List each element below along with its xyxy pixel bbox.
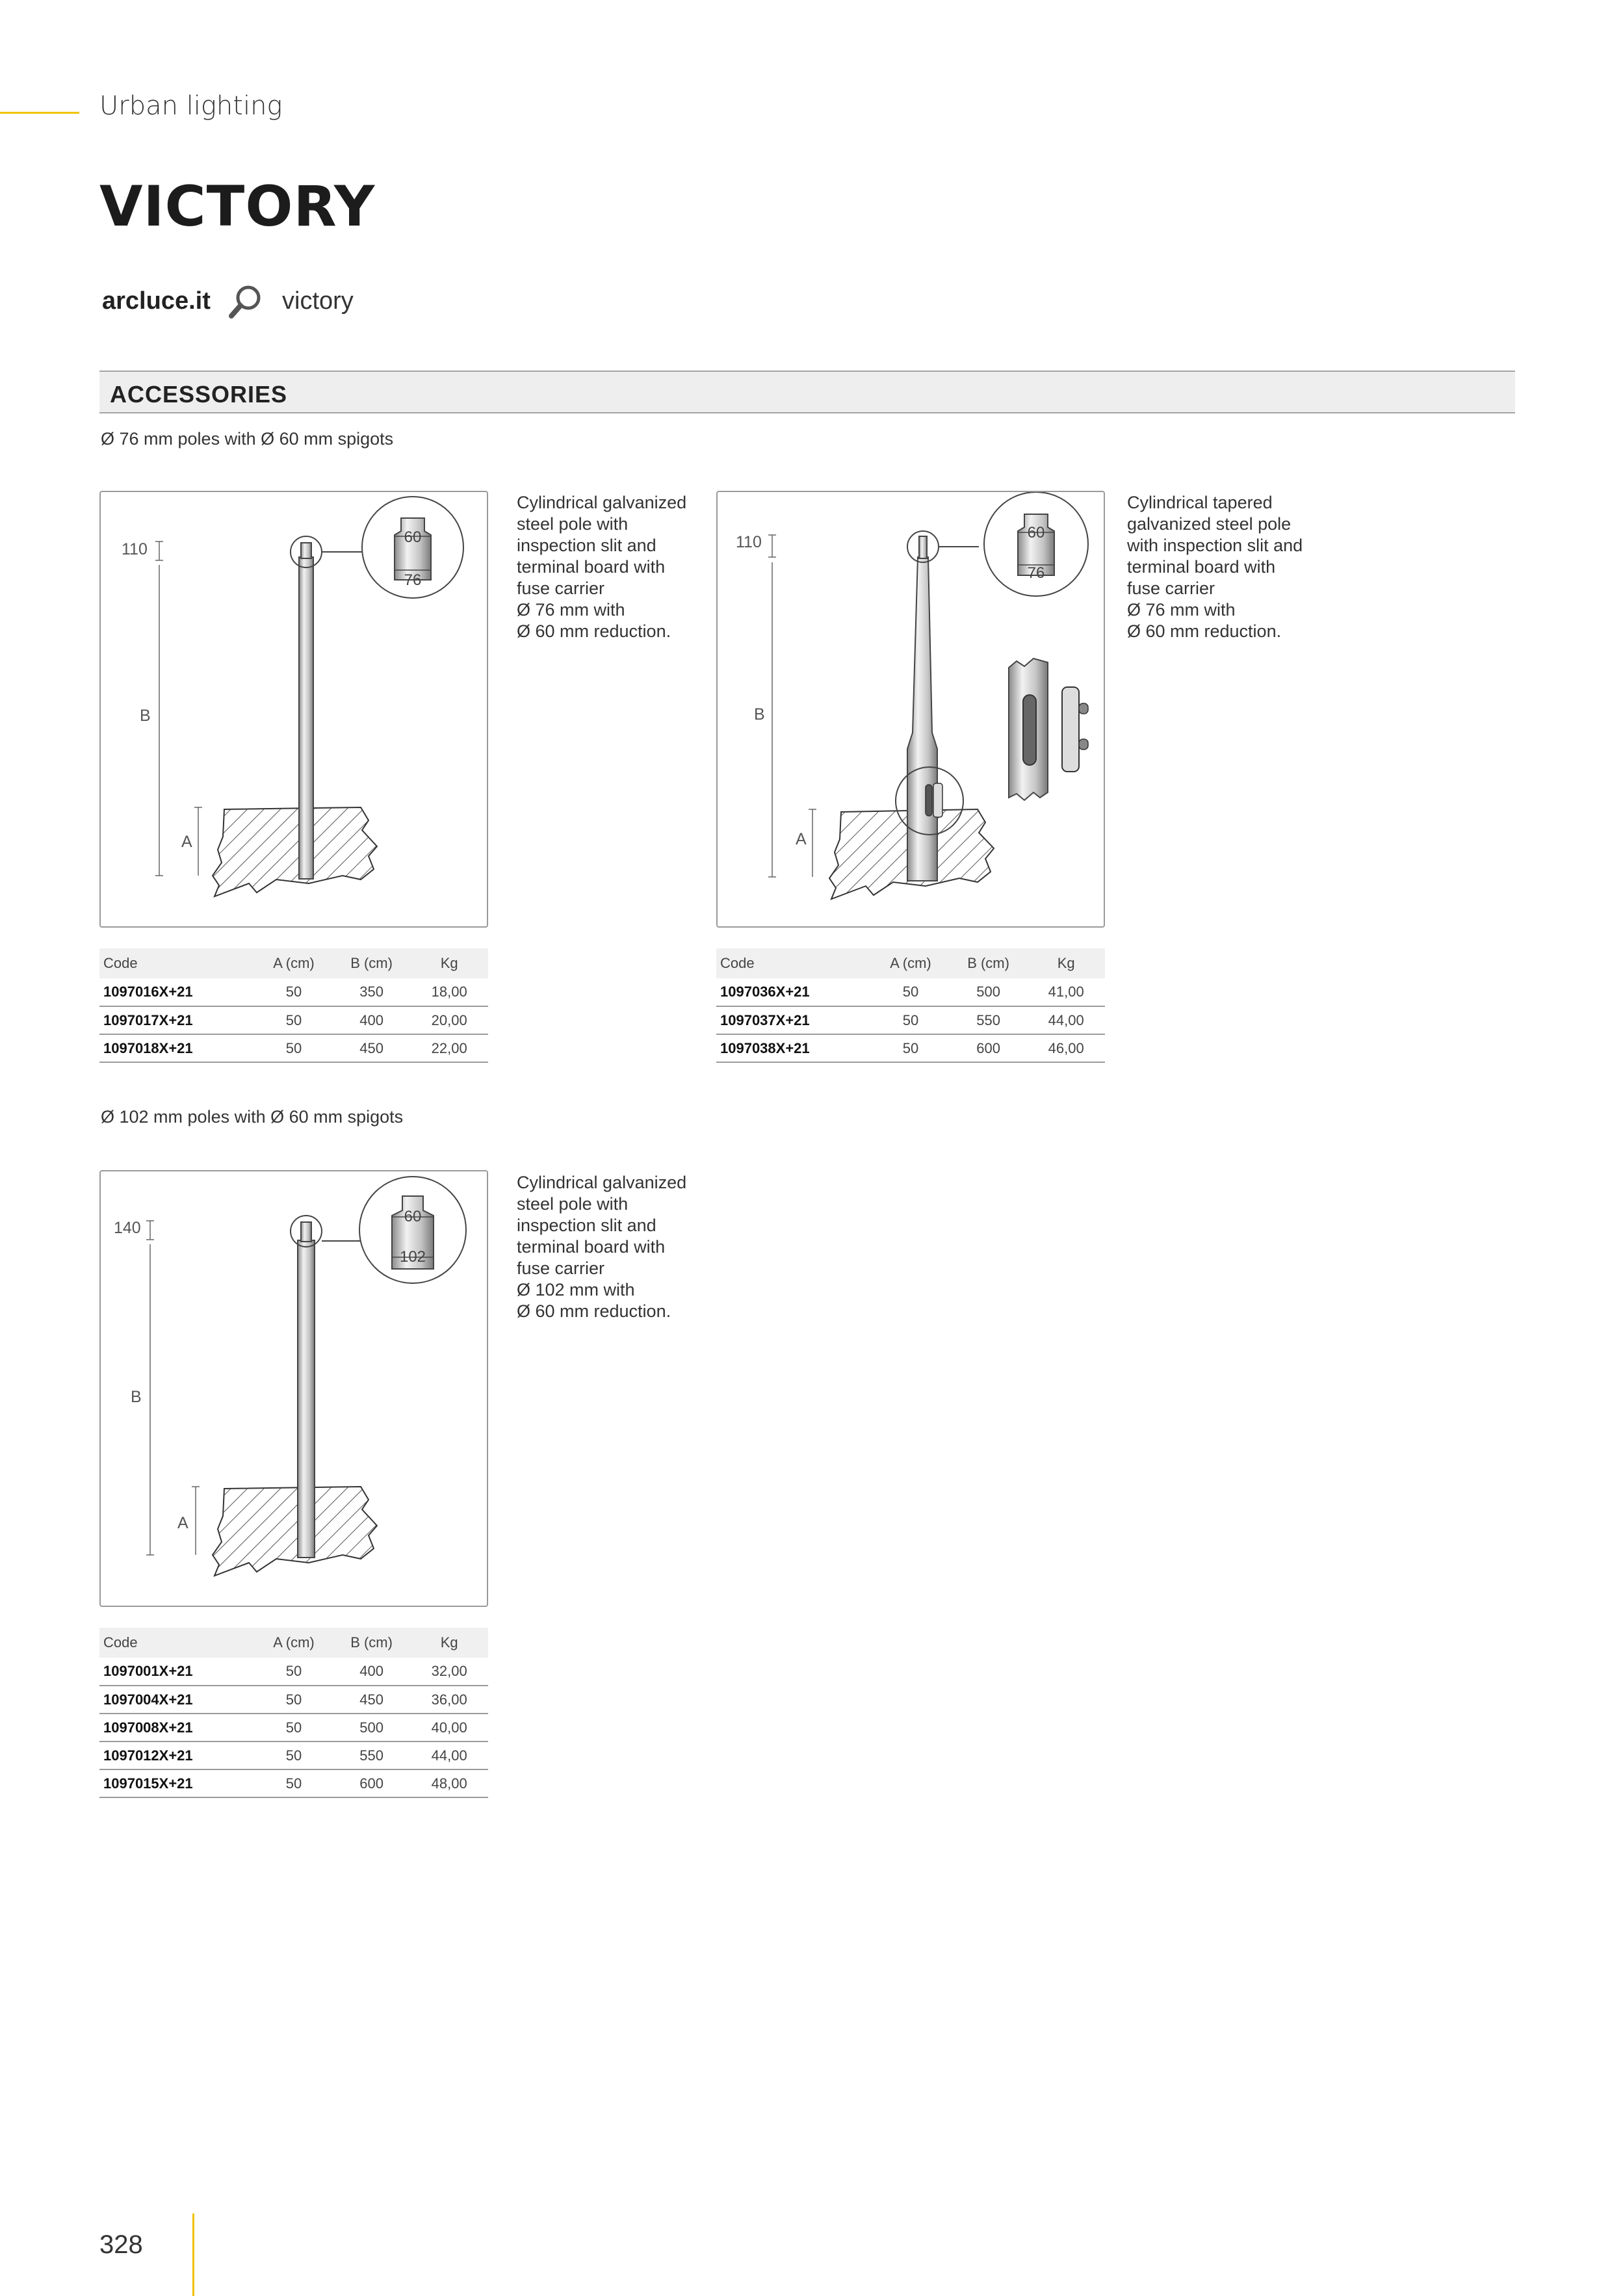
table-row	[99, 978, 488, 1006]
description-line: inspection slit and	[517, 536, 656, 555]
cell-a: 50	[255, 1742, 333, 1769]
page-title: VICTORY	[99, 174, 376, 239]
header-code: Code	[99, 948, 255, 978]
search-icon	[227, 283, 264, 320]
header-b: B (cm)	[333, 1628, 411, 1658]
cell-kg: 46,00	[1027, 1034, 1105, 1062]
cell-b: 550	[333, 1742, 411, 1769]
dimension-a-label: A	[177, 1514, 188, 1532]
product-diagram-cylindrical-76	[99, 491, 488, 928]
table-row	[99, 1769, 488, 1797]
page-number: 328	[99, 2230, 143, 2259]
description-line: Ø 60 mm reduction.	[517, 621, 671, 641]
pole-diameter-label: 76	[1027, 564, 1045, 582]
description-line: steel pole with	[517, 514, 629, 534]
spigot-diameter-label: 60	[1027, 524, 1045, 541]
header-a: A (cm)	[255, 948, 333, 978]
table-row	[99, 1742, 488, 1769]
spec-table-1	[99, 948, 488, 1063]
cell-kg: 32,00	[410, 1658, 488, 1686]
cell-code: 1097016X+21	[99, 978, 255, 1006]
header-kg: Kg	[1027, 948, 1105, 978]
dimension-a-label: A	[796, 830, 807, 848]
pole-diameter-label: 76	[404, 571, 422, 589]
description-line: Cylindrical galvanized	[517, 493, 687, 512]
product-description-2	[1127, 492, 1342, 642]
cell-code: 1097015X+21	[99, 1769, 255, 1797]
dimension-b-label: B	[131, 1388, 142, 1406]
header-accent-line	[0, 112, 79, 114]
cell-a: 50	[255, 1686, 333, 1714]
dimension-top-label: 110	[736, 533, 762, 551]
spigot-diameter-label: 60	[404, 528, 422, 546]
header-b: B (cm)	[950, 948, 1028, 978]
section-header	[99, 371, 1515, 413]
description-line: steel pole with	[517, 1194, 629, 1214]
dimension-top-label: 110	[122, 540, 148, 558]
description-line: fuse carrier	[517, 579, 605, 598]
table-row	[99, 1658, 488, 1686]
cell-a: 50	[872, 1006, 950, 1034]
cell-a: 50	[255, 1714, 333, 1742]
table-row	[99, 1714, 488, 1742]
table-row	[716, 1006, 1105, 1034]
description-line: Ø 60 mm reduction.	[517, 1301, 671, 1321]
dimension-a-label: A	[181, 833, 192, 851]
product-diagram-tapered-76	[716, 491, 1105, 928]
cell-code: 1097037X+21	[716, 1006, 872, 1034]
dimension-b-label: B	[754, 705, 765, 724]
cell-kg: 18,00	[410, 978, 488, 1006]
group-label-76mm: Ø 76 mm poles with Ø 60 mm spigots	[101, 429, 394, 449]
section-title: ACCESSORIES	[110, 381, 288, 408]
description-line: Ø 60 mm reduction.	[1127, 621, 1282, 641]
description-line: fuse carrier	[1127, 579, 1215, 598]
table-row	[716, 978, 1105, 1006]
cell-code: 1097008X+21	[99, 1714, 255, 1742]
description-line: Ø 102 mm with	[517, 1280, 635, 1299]
cell-b: 350	[333, 978, 411, 1006]
cell-a: 50	[255, 1034, 333, 1062]
cell-b: 500	[333, 1714, 411, 1742]
cell-a: 50	[872, 1034, 950, 1062]
search-term: victory	[282, 287, 354, 315]
product-description-1	[517, 492, 731, 642]
cell-kg: 40,00	[410, 1714, 488, 1742]
footer-accent-line	[192, 2213, 194, 2296]
pole-diameter-label: 102	[399, 1248, 426, 1266]
cell-a: 50	[872, 978, 950, 1006]
header-b: B (cm)	[333, 948, 411, 978]
cell-b: 500	[950, 978, 1028, 1006]
cell-kg: 41,00	[1027, 978, 1105, 1006]
header-code: Code	[716, 948, 872, 978]
description-line: Cylindrical galvanized	[517, 1173, 687, 1192]
cell-kg: 48,00	[410, 1769, 488, 1797]
table-row	[716, 1034, 1105, 1062]
cell-kg: 36,00	[410, 1686, 488, 1714]
cell-code: 1097017X+21	[99, 1006, 255, 1034]
description-line: galvanized steel pole	[1127, 514, 1292, 534]
description-line: Ø 76 mm with	[517, 600, 625, 620]
product-diagram-cylindrical-102	[99, 1170, 488, 1607]
description-line: Ø 76 mm with	[1127, 600, 1236, 620]
description-line: terminal board with	[1127, 557, 1276, 577]
cell-a: 50	[255, 1658, 333, 1686]
description-line: with inspection slit and	[1127, 536, 1303, 555]
category-label: Urban lighting	[99, 91, 283, 121]
header-code: Code	[99, 1628, 255, 1658]
spigot-diameter-label: 60	[404, 1208, 422, 1225]
cell-b: 450	[333, 1686, 411, 1714]
product-description-3	[517, 1172, 731, 1322]
cell-kg: 20,00	[410, 1006, 488, 1034]
dimension-b-label: B	[140, 707, 151, 725]
description-line: terminal board with	[517, 1237, 666, 1257]
description-line: fuse carrier	[517, 1259, 605, 1278]
description-line: Cylindrical tapered	[1127, 493, 1273, 512]
cell-b: 600	[950, 1034, 1028, 1062]
cell-b: 600	[333, 1769, 411, 1797]
cell-b: 400	[333, 1006, 411, 1034]
cell-code: 1097018X+21	[99, 1034, 255, 1062]
header-a: A (cm)	[255, 1628, 333, 1658]
cell-b: 550	[950, 1006, 1028, 1034]
table-row	[99, 1034, 488, 1062]
dimension-top-label: 140	[114, 1219, 141, 1237]
table-row	[99, 1686, 488, 1714]
header-kg: Kg	[410, 1628, 488, 1658]
spec-table-3	[99, 1628, 488, 1798]
group-label-102mm: Ø 102 mm poles with Ø 60 mm spigots	[101, 1107, 404, 1127]
cell-a: 50	[255, 978, 333, 1006]
cell-kg: 44,00	[410, 1742, 488, 1769]
cell-b: 450	[333, 1034, 411, 1062]
header-a: A (cm)	[872, 948, 950, 978]
cell-kg: 22,00	[410, 1034, 488, 1062]
description-line: terminal board with	[517, 557, 666, 577]
cell-code: 1097036X+21	[716, 978, 872, 1006]
cell-code: 1097012X+21	[99, 1742, 255, 1769]
header-kg: Kg	[410, 948, 488, 978]
description-line: inspection slit and	[517, 1216, 656, 1235]
cell-code: 1097004X+21	[99, 1686, 255, 1714]
cell-code: 1097001X+21	[99, 1658, 255, 1686]
cell-a: 50	[255, 1769, 333, 1797]
cell-code: 1097038X+21	[716, 1034, 872, 1062]
cell-b: 400	[333, 1658, 411, 1686]
table-row	[99, 1006, 488, 1034]
site-link[interactable]: arcluce.it	[102, 287, 211, 315]
spec-table-2	[716, 948, 1105, 1063]
cell-kg: 44,00	[1027, 1006, 1105, 1034]
cell-a: 50	[255, 1006, 333, 1034]
